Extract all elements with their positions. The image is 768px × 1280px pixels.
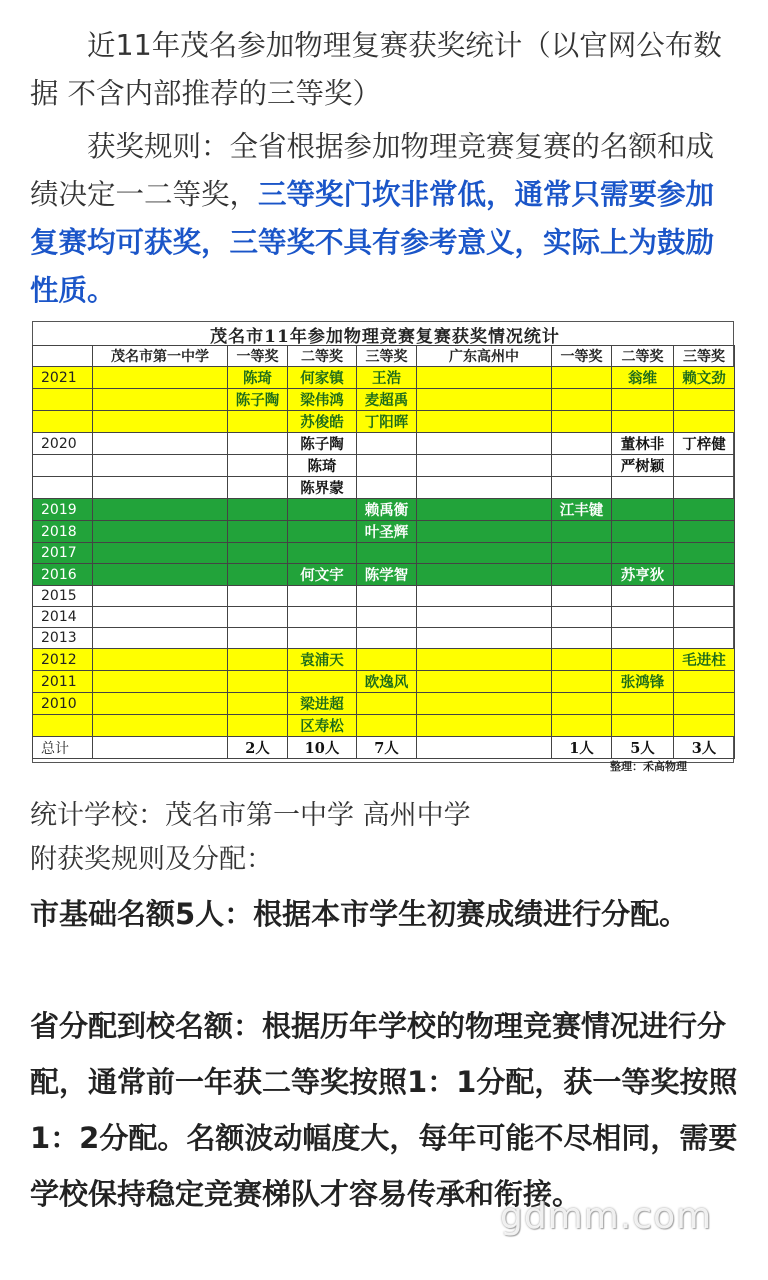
table-cell: 5人 bbox=[612, 737, 674, 759]
table-cell: 何文宇 bbox=[288, 564, 357, 586]
table-cell: 欧逸风 bbox=[357, 671, 417, 693]
table-cell bbox=[674, 389, 735, 411]
table-cell: 苏亨狄 bbox=[612, 564, 674, 586]
year-cell bbox=[33, 455, 93, 477]
table-header-cell: 三等奖 bbox=[674, 346, 735, 367]
table-cell bbox=[552, 715, 612, 737]
city-quota-rule: 市基础名额5人：根据本市学生初赛成绩进行分配。 bbox=[30, 897, 689, 931]
year-cell bbox=[33, 715, 93, 737]
table-row bbox=[33, 649, 735, 671]
table-row bbox=[33, 521, 735, 543]
table-cell bbox=[93, 693, 228, 715]
table-cell bbox=[93, 737, 228, 759]
table-cell bbox=[612, 649, 674, 671]
table-cell bbox=[552, 564, 612, 586]
award-rules bbox=[30, 123, 742, 315]
table-cell bbox=[612, 411, 674, 433]
table-credit: 整理：禾高物理 bbox=[610, 760, 687, 773]
table-cell: 2人 bbox=[228, 737, 288, 759]
table-cell bbox=[552, 607, 612, 628]
award-table bbox=[32, 345, 735, 759]
table-row bbox=[33, 715, 735, 737]
table-cell bbox=[417, 737, 552, 759]
table-cell bbox=[228, 628, 288, 649]
table-cell bbox=[93, 649, 228, 671]
table-cell bbox=[417, 693, 552, 715]
table-cell bbox=[93, 607, 228, 628]
table-cell bbox=[612, 389, 674, 411]
table-cell bbox=[417, 455, 552, 477]
year-cell: 2015 bbox=[33, 586, 93, 607]
year-cell bbox=[33, 411, 93, 433]
table-cell bbox=[612, 628, 674, 649]
table-header-cell: 三等奖 bbox=[357, 346, 417, 367]
table-cell: 3人 bbox=[674, 737, 735, 759]
table-cell bbox=[357, 477, 417, 499]
table-cell bbox=[357, 649, 417, 671]
table-cell bbox=[93, 433, 228, 455]
table-cell bbox=[612, 521, 674, 543]
table-cell: 梁伟鸿 bbox=[288, 389, 357, 411]
table-cell bbox=[228, 433, 288, 455]
table-header-cell: 茂名市第一中学 bbox=[93, 346, 228, 367]
table-cell bbox=[288, 499, 357, 521]
table-cell: 张鸿锋 bbox=[612, 671, 674, 693]
table-cell bbox=[612, 607, 674, 628]
table-row bbox=[33, 411, 735, 433]
stats-schools: 统计学校：茂名市第一中学 高州中学 bbox=[30, 800, 471, 831]
table-cell: 区寿松 bbox=[288, 715, 357, 737]
table-cell bbox=[357, 607, 417, 628]
attached-rules-label: 附获奖规则及分配： bbox=[30, 844, 273, 875]
table-cell bbox=[552, 649, 612, 671]
table-cell bbox=[417, 499, 552, 521]
table-cell bbox=[674, 586, 735, 607]
table-cell: 叶圣辉 bbox=[357, 521, 417, 543]
table-cell bbox=[417, 649, 552, 671]
table-cell bbox=[417, 367, 552, 389]
table-cell bbox=[228, 693, 288, 715]
table-cell bbox=[417, 543, 552, 564]
table-cell bbox=[93, 521, 228, 543]
table-cell bbox=[674, 455, 735, 477]
table-cell bbox=[417, 433, 552, 455]
table-cell bbox=[228, 411, 288, 433]
table-row bbox=[33, 628, 735, 649]
table-cell: 陈子陶 bbox=[228, 389, 288, 411]
table-cell bbox=[93, 411, 228, 433]
year-cell: 2010 bbox=[33, 693, 93, 715]
table-row bbox=[33, 433, 735, 455]
table-cell bbox=[674, 521, 735, 543]
table-cell bbox=[228, 564, 288, 586]
table-cell: 严树颖 bbox=[612, 455, 674, 477]
year-cell: 2017 bbox=[33, 543, 93, 564]
table-row bbox=[33, 671, 735, 693]
table-cell bbox=[674, 543, 735, 564]
year-cell bbox=[33, 477, 93, 499]
table-cell bbox=[417, 628, 552, 649]
table-cell bbox=[357, 433, 417, 455]
table-cell: 苏俊皓 bbox=[288, 411, 357, 433]
table-cell: 丁阳晖 bbox=[357, 411, 417, 433]
table-cell: 陈界蒙 bbox=[288, 477, 357, 499]
table-cell: 何家镇 bbox=[288, 367, 357, 389]
table-row bbox=[33, 564, 735, 586]
year-cell bbox=[33, 389, 93, 411]
table-row bbox=[33, 389, 735, 411]
table-row bbox=[33, 586, 735, 607]
year-cell: 总计 bbox=[33, 737, 93, 759]
table-header-cell bbox=[33, 346, 93, 367]
table-row bbox=[33, 455, 735, 477]
table-cell: 10人 bbox=[288, 737, 357, 759]
table-cell bbox=[93, 628, 228, 649]
year-cell: 2019 bbox=[33, 499, 93, 521]
table-cell bbox=[674, 607, 735, 628]
table-cell bbox=[612, 715, 674, 737]
table-cell bbox=[93, 389, 228, 411]
table-cell bbox=[417, 671, 552, 693]
table-cell bbox=[674, 411, 735, 433]
table-row bbox=[33, 737, 735, 759]
table-cell bbox=[612, 586, 674, 607]
table-cell bbox=[612, 693, 674, 715]
table-cell bbox=[93, 367, 228, 389]
table-cell bbox=[288, 671, 357, 693]
table-cell: 丁梓健 bbox=[674, 433, 735, 455]
table-cell bbox=[552, 521, 612, 543]
table-cell: 陈琦 bbox=[288, 455, 357, 477]
table-cell bbox=[552, 367, 612, 389]
table-cell bbox=[357, 586, 417, 607]
table-cell bbox=[674, 477, 735, 499]
table-cell bbox=[612, 499, 674, 521]
table-cell bbox=[552, 543, 612, 564]
table-cell bbox=[93, 564, 228, 586]
table-row bbox=[33, 477, 735, 499]
table-cell: 赖文劲 bbox=[674, 367, 735, 389]
table-cell bbox=[417, 715, 552, 737]
table-cell: 1人 bbox=[552, 737, 612, 759]
year-cell: 2011 bbox=[33, 671, 93, 693]
table-cell bbox=[417, 607, 552, 628]
table-cell: 陈琦 bbox=[228, 367, 288, 389]
table-cell bbox=[357, 715, 417, 737]
table-cell bbox=[228, 499, 288, 521]
table-cell bbox=[552, 628, 612, 649]
table-cell bbox=[417, 521, 552, 543]
table-cell bbox=[612, 543, 674, 564]
year-cell: 2016 bbox=[33, 564, 93, 586]
year-cell: 2021 bbox=[33, 367, 93, 389]
table-cell bbox=[93, 586, 228, 607]
award-rules-text: 获奖规则：全省根据参加物理竞赛复赛的名额和成绩决定一二等奖， bbox=[30, 130, 715, 211]
table-cell bbox=[288, 607, 357, 628]
table-cell bbox=[288, 521, 357, 543]
table-cell: 陈学智 bbox=[357, 564, 417, 586]
table-cell bbox=[228, 649, 288, 671]
table-cell bbox=[552, 586, 612, 607]
table-row bbox=[33, 693, 735, 715]
table-cell: 毛进柱 bbox=[674, 649, 735, 671]
table-cell bbox=[674, 499, 735, 521]
table-cell bbox=[674, 715, 735, 737]
table-cell bbox=[93, 455, 228, 477]
table-cell bbox=[228, 455, 288, 477]
table-cell bbox=[552, 693, 612, 715]
table-header-cell: 一等奖 bbox=[552, 346, 612, 367]
table-cell bbox=[228, 477, 288, 499]
table-cell bbox=[288, 586, 357, 607]
table-header-cell: 广东高州中 bbox=[417, 346, 552, 367]
table-cell bbox=[674, 693, 735, 715]
table-row bbox=[33, 367, 735, 389]
table-header-row bbox=[33, 346, 735, 367]
table-cell bbox=[228, 521, 288, 543]
year-cell: 2018 bbox=[33, 521, 93, 543]
year-cell: 2013 bbox=[33, 628, 93, 649]
table-cell bbox=[417, 586, 552, 607]
award-statistics-table-image bbox=[30, 318, 740, 772]
table-row bbox=[33, 607, 735, 628]
table-cell bbox=[417, 389, 552, 411]
table-cell bbox=[228, 715, 288, 737]
table-row bbox=[33, 543, 735, 564]
award-rules-highlight: 三等奖门坎非常低，通常只需要参加复赛均可获奖，三等奖不具有参考意义，实际上为鼓励性质。 bbox=[30, 178, 715, 307]
table-cell bbox=[552, 671, 612, 693]
province-quota-rule: 省分配到校名额：根据历年学校的物理竞赛情况进行分配，通常前一年获二等奖按照1：1分配，获一等奖按照1：2分配。名额波动幅度大，每年可能不尽相同，需要学校保持稳定竞赛梯队才容易传承和衔接。 bbox=[30, 1009, 738, 1211]
table-cell: 江丰键 bbox=[552, 499, 612, 521]
table-cell bbox=[674, 564, 735, 586]
table-cell bbox=[228, 586, 288, 607]
watermark: gdmm.com bbox=[500, 1196, 713, 1237]
table-cell bbox=[228, 543, 288, 564]
table-cell bbox=[228, 671, 288, 693]
table-cell bbox=[552, 411, 612, 433]
table-cell bbox=[417, 411, 552, 433]
table-cell: 袁浦天 bbox=[288, 649, 357, 671]
table-cell: 梁进超 bbox=[288, 693, 357, 715]
table-cell bbox=[674, 671, 735, 693]
table-cell bbox=[552, 477, 612, 499]
table-cell bbox=[357, 628, 417, 649]
table-cell: 翁维 bbox=[612, 367, 674, 389]
table-header-cell: 二等奖 bbox=[612, 346, 674, 367]
table-cell bbox=[552, 389, 612, 411]
year-cell: 2014 bbox=[33, 607, 93, 628]
table-cell bbox=[417, 477, 552, 499]
table-title: 茂名市11年参加物理竞赛复赛获奖情况统计 bbox=[210, 327, 560, 347]
table-cell bbox=[93, 477, 228, 499]
table-cell bbox=[93, 715, 228, 737]
table-cell bbox=[288, 543, 357, 564]
table-cell bbox=[288, 628, 357, 649]
table-header-cell: 二等奖 bbox=[288, 346, 357, 367]
table-cell bbox=[357, 693, 417, 715]
table-cell bbox=[228, 607, 288, 628]
intro-title: 近11年茂名参加物理复赛获奖统计（以官网公布数据 不含内部推荐的三等奖） bbox=[30, 29, 722, 110]
table-cell bbox=[93, 499, 228, 521]
table-cell bbox=[417, 564, 552, 586]
table-cell: 7人 bbox=[357, 737, 417, 759]
table-cell bbox=[612, 477, 674, 499]
table-cell bbox=[93, 543, 228, 564]
year-cell: 2012 bbox=[33, 649, 93, 671]
table-row bbox=[33, 499, 735, 521]
year-cell: 2020 bbox=[33, 433, 93, 455]
table-cell: 麦超禹 bbox=[357, 389, 417, 411]
table-cell: 陈子陶 bbox=[288, 433, 357, 455]
table-cell bbox=[552, 455, 612, 477]
table-cell: 王浩 bbox=[357, 367, 417, 389]
table-cell bbox=[674, 628, 735, 649]
table-cell: 董林非 bbox=[612, 433, 674, 455]
table-cell bbox=[93, 671, 228, 693]
table-header-cell: 一等奖 bbox=[228, 346, 288, 367]
table-cell: 赖禹衡 bbox=[357, 499, 417, 521]
table-cell bbox=[357, 543, 417, 564]
table-cell bbox=[552, 433, 612, 455]
table-cell bbox=[357, 455, 417, 477]
